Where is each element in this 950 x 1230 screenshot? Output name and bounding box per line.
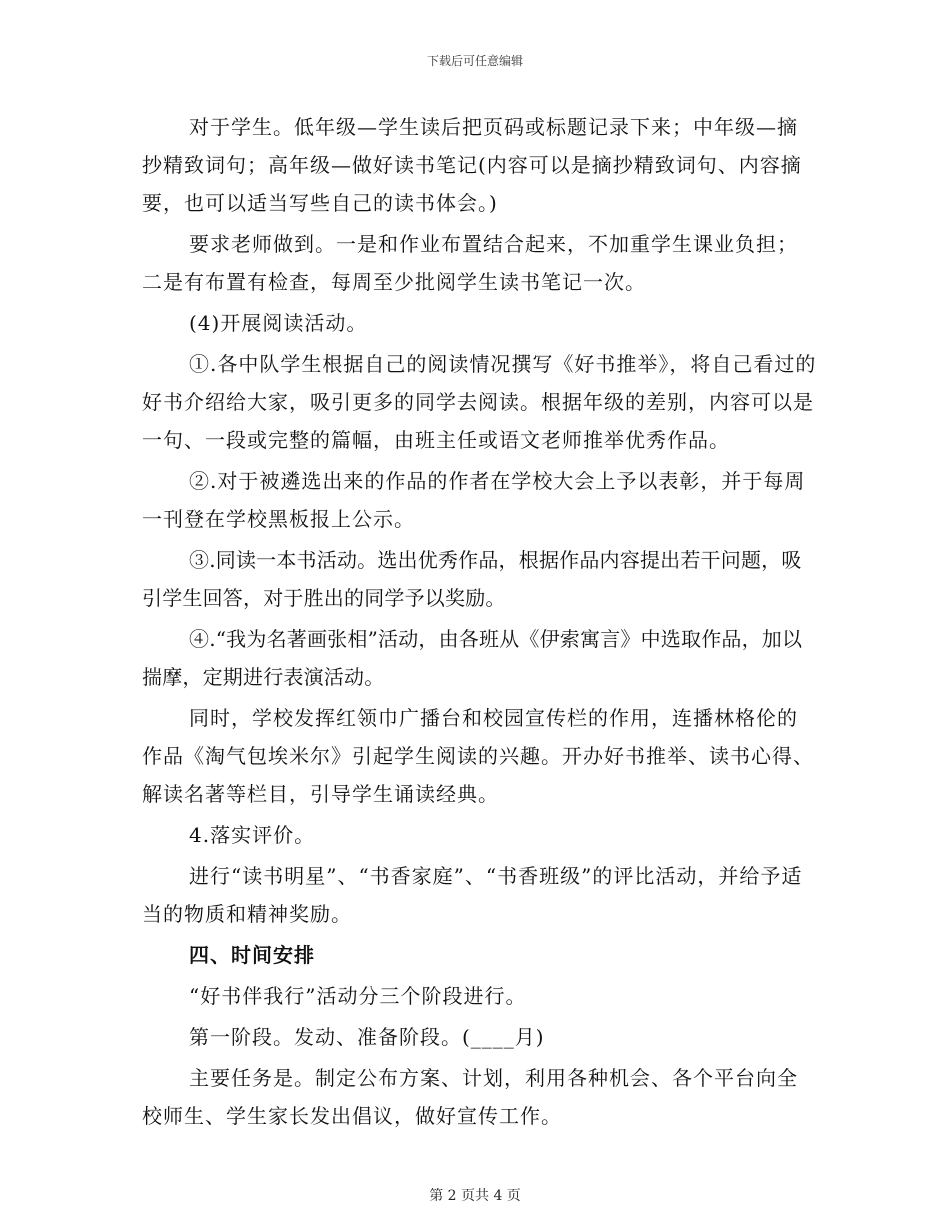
- paragraph-activity-1: ①.各中队学生根据自己的阅读情况撰写《好书推举》，将自己看过的好书介绍给大家，吸引更多的同学去阅读。根据年级的差别，内容可以是一句、一段或完整的篇幅，由班主任或语文老师推举优秀作品。: [142, 352, 817, 452]
- section-heading-schedule: 四、时间安排: [189, 943, 315, 967]
- paragraph-three-stages: “好书伴我行”活动分三个阶段进行。: [189, 984, 527, 1008]
- paragraph-student-requirements: 对于学生。低年级—学生读后把页码或标题记录下来；中年级—摘抄精致词句；高年级—做好读书笔记(内容可以是摘抄精致词句、内容摘要，也可以适当写些自己的读书体会。): [142, 115, 802, 215]
- paragraph-evaluation: 进行“读书明星”、“书香家庭”、“书香班级”的评比活动，并给予适当的物质和精神奖励。: [142, 864, 803, 926]
- subheading-reading-activities: (4)开展阅读活动。: [189, 311, 368, 335]
- page-footer: 第 2 页共 4 页: [429, 1188, 521, 1204]
- paragraph-school-broadcast: 同时，学校发挥红领巾广播台和校园宣传栏的作用，连播林格伦的作品《淘气包埃米尔》引起学生阅读的兴趣。开办好书推举、读书心得、解读名著等栏目，引导学生诵读经典。: [142, 706, 814, 806]
- paragraph-activity-2: ②.对于被遴选出来的作品的作者在学校大会上予以表彰，并于每周一刊登在学校黑板报上公示。: [142, 469, 806, 531]
- page-header: 下载后可任意编辑: [426, 54, 523, 68]
- paragraph-activity-4: ④.“我为名著画张相”活动，由各班从《伊索寓言》中选取作品，加以揣摩，定期进行表演活动。: [142, 627, 803, 689]
- paragraph-stage-one: 第一阶段。发动、准备阶段。(____月): [189, 1025, 545, 1049]
- paragraph-teacher-requirements: 要求老师做到。一是和作业布置结合起来，不加重学生课业负担；二是有布置有检查，每周至少批阅学生读书笔记一次。: [142, 232, 798, 294]
- paragraph-main-tasks: 主要任务是。制定公布方案、计划，利用各种机会、各个平台向全校师生、学生家长发出倡议，做好宣传工作。: [142, 1066, 798, 1128]
- subheading-evaluation: 4.落实评价。: [189, 823, 316, 847]
- paragraph-activity-3: ③.同读一本书活动。选出优秀作品，根据作品内容提出若干问题，吸引学生回答，对于胜出的同学予以奖励。: [142, 548, 802, 610]
- document-body: [142, 108, 818, 1138]
